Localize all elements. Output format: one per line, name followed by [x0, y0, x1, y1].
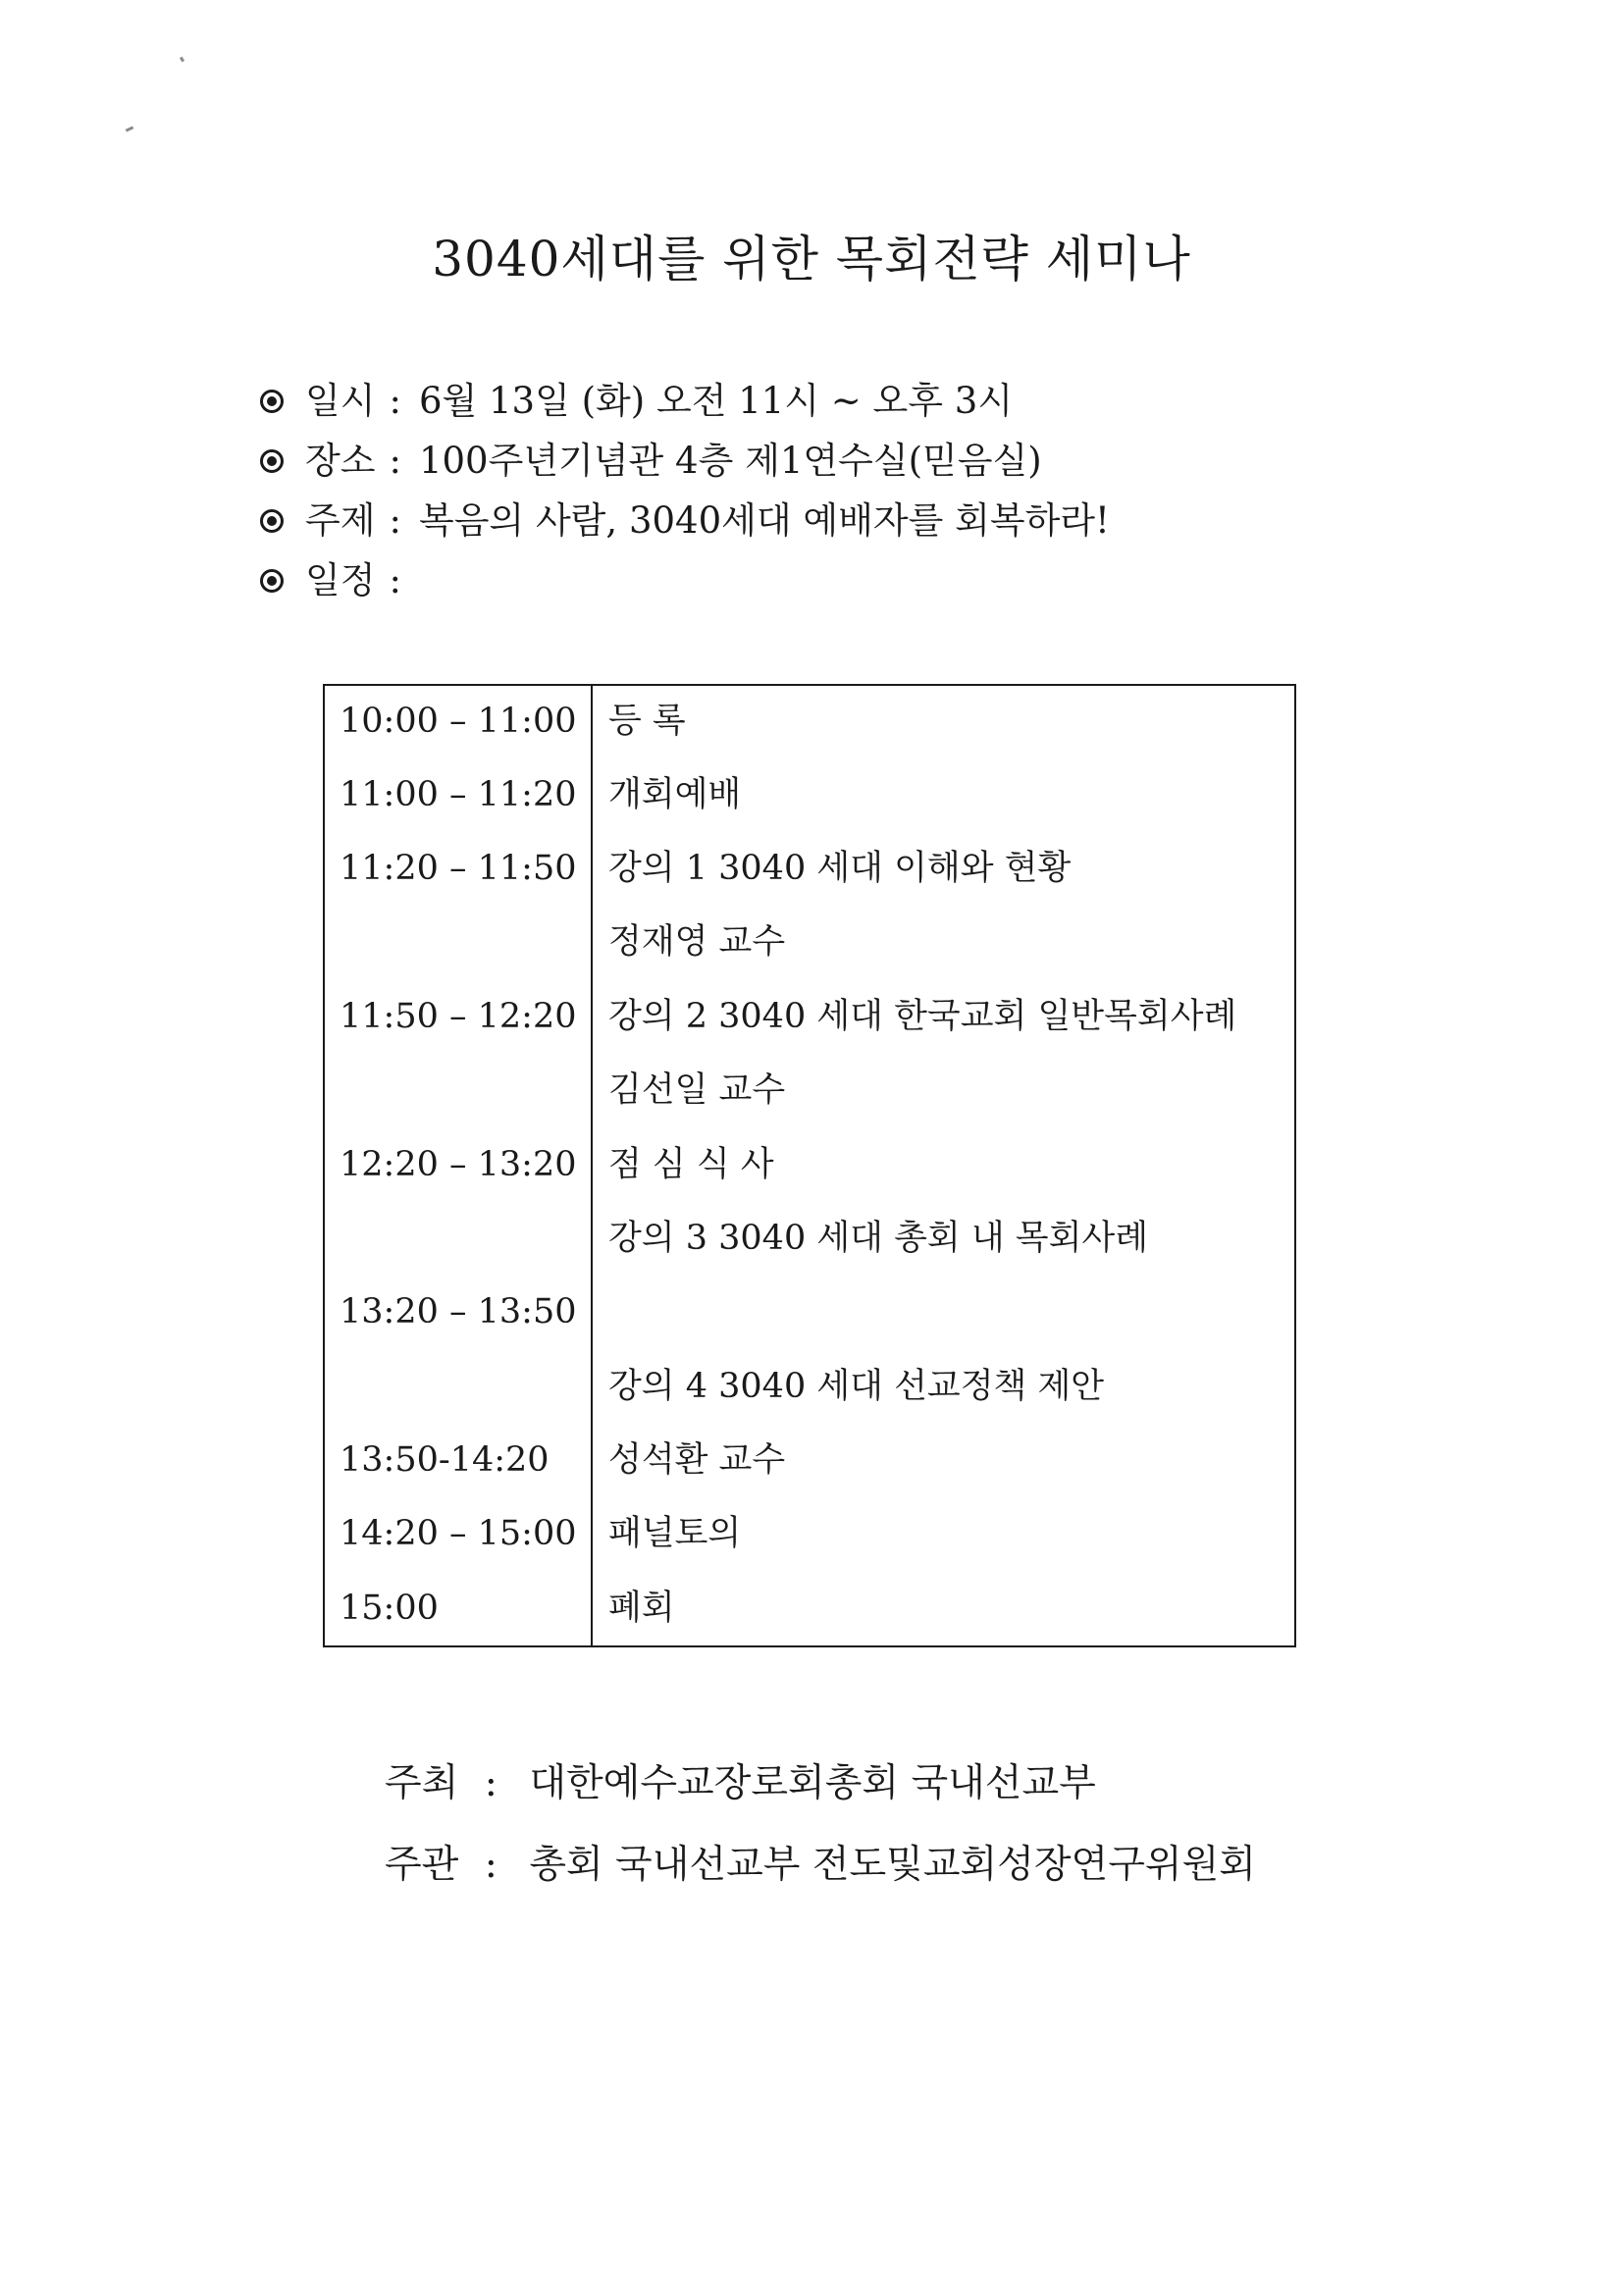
program-cell: 개회예배 [608, 775, 742, 814]
program-cell: 폐회 [608, 1589, 675, 1628]
time-cell: 12:20 – 13:20 [340, 1145, 577, 1184]
table-row [325, 1054, 1294, 1127]
info-colon: : [389, 499, 401, 542]
info-value: 6월 13일 (화) 오전 11시 ~ 오후 3시 [418, 380, 1014, 422]
time-cell: 13:50-14:20 [340, 1440, 550, 1480]
info-item-schedule [260, 550, 1110, 610]
table-row [325, 906, 1294, 979]
info-label: 일정 [305, 559, 376, 601]
schedule-table [323, 684, 1296, 1647]
program-cell: 정재영 교수 [608, 922, 786, 962]
table-row [325, 1497, 1294, 1571]
table-row [325, 980, 1294, 1054]
table-row [325, 1202, 1294, 1276]
table-row [325, 832, 1294, 906]
info-label: 일시 [305, 380, 376, 422]
info-item-theme [260, 491, 1110, 550]
table-row [325, 1128, 1294, 1202]
circle-bullet-icon [260, 509, 284, 533]
organizer-line [385, 1836, 1256, 1895]
info-item-datetime [260, 371, 1110, 431]
scan-speck [180, 57, 184, 63]
time-cell: 14:20 – 15:00 [340, 1514, 577, 1553]
organizer-label: 주관 [385, 1843, 459, 1887]
time-cell: 10:00 – 11:00 [340, 702, 577, 741]
program-cell: 점 심 식 사 [608, 1145, 774, 1184]
program-cell: 패널토의 [608, 1514, 742, 1553]
circle-bullet-icon [260, 449, 284, 473]
time-cell: 15:00 [340, 1589, 439, 1628]
program-cell: 강의 2 3040 세대 한국교회 일반목회사례 [608, 997, 1237, 1036]
info-value: 100주년기념관 4층 제1연수실(믿음실) [418, 440, 1042, 482]
host-value: 대한예수교장로회총회 국내선교부 [529, 1761, 1096, 1805]
table-row [325, 1350, 1294, 1424]
info-colon: : [389, 559, 401, 601]
host-colon: : [484, 1761, 497, 1805]
info-value: 복음의 사람, 3040세대 예배자를 회복하라! [418, 499, 1110, 542]
info-colon: : [389, 380, 401, 422]
info-colon: : [389, 440, 401, 482]
table-row [325, 685, 1294, 758]
table-row [325, 1276, 1294, 1349]
event-info-list [260, 371, 1110, 610]
info-label: 주제 [305, 499, 376, 542]
table-row [325, 1424, 1294, 1497]
info-label: 장소 [305, 440, 376, 482]
organizer-colon: : [484, 1843, 497, 1887]
scan-speck [126, 126, 134, 131]
time-cell: 11:20 – 11:50 [340, 849, 577, 888]
host-label: 주최 [385, 1761, 459, 1805]
organizer-value: 총회 국내선교부 전도및교회성장연구위원회 [529, 1843, 1256, 1887]
program-cell: 김선일 교수 [608, 1070, 786, 1110]
circle-bullet-icon [260, 390, 284, 413]
program-cell: 등 록 [608, 702, 686, 741]
program-cell: 강의 1 3040 세대 이해와 현황 [608, 849, 1072, 888]
page-title: 3040세대를 위한 목회전략 세미나 [432, 231, 1191, 287]
program-cell: 성석환 교수 [608, 1440, 786, 1480]
host-line [385, 1754, 1096, 1813]
time-cell: 13:20 – 13:50 [340, 1292, 577, 1331]
program-cell: 강의 4 3040 세대 선교정책 제안 [608, 1367, 1105, 1406]
table-row [325, 1572, 1294, 1645]
program-cell: 강의 3 3040 세대 총회 내 목회사례 [608, 1219, 1149, 1258]
circle-bullet-icon [260, 569, 284, 593]
table-row [325, 758, 1294, 832]
time-cell: 11:00 – 11:20 [340, 775, 577, 814]
info-item-location [260, 431, 1110, 491]
time-cell: 11:50 – 12:20 [340, 997, 577, 1036]
